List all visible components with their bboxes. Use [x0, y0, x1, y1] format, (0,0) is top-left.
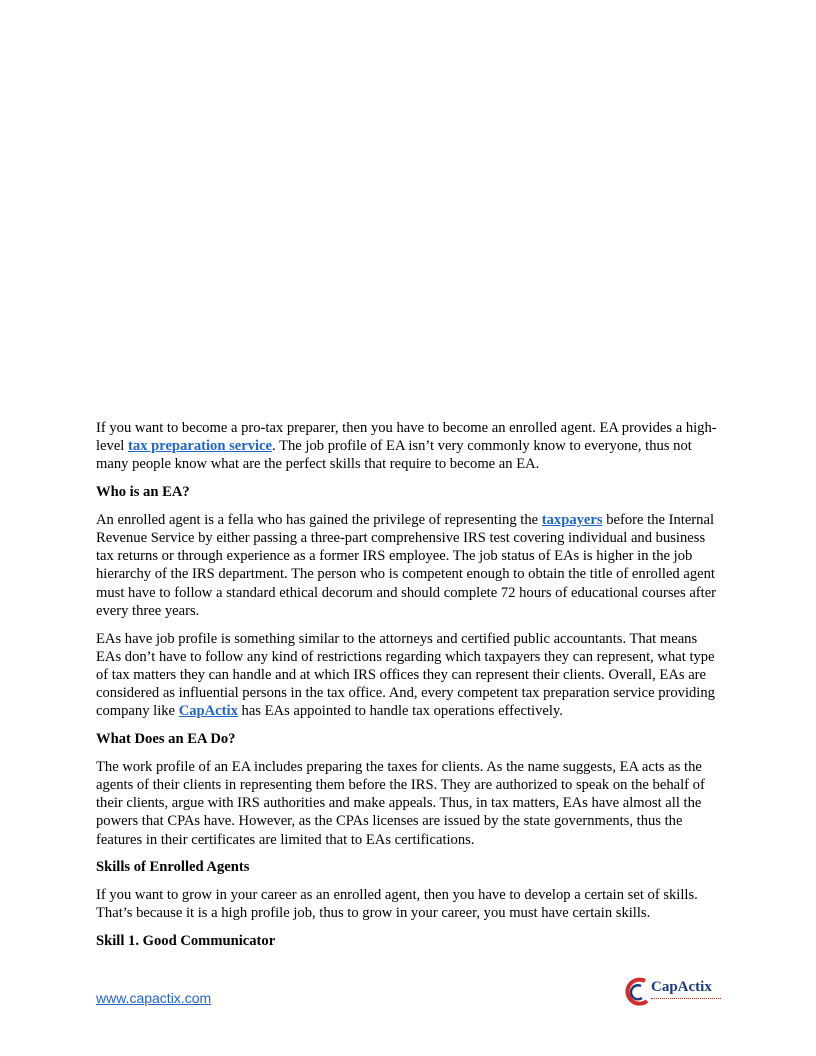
heading-skill-1: Skill 1. Good Communicator — [96, 932, 276, 949]
taxpayers-link[interactable]: taxpayers — [541, 511, 603, 528]
profile-text-2: has EAs appointed to handle tax operations effectively. — [237, 703, 563, 720]
intro-paragraph — [96, 419, 722, 474]
logo-tagline — [651, 998, 721, 1002]
capactix-swoosh-logo-icon — [623, 977, 651, 1007]
intro-text-2: . The job profile of EA isn’t very commonly know to everyone, thus not many people know what are the perfect skills that require to become an EA. — [96, 438, 692, 473]
work-profile-paragraph: The work profile of an EA includes preparing the taxes for clients. As the name suggests, EA acts as the agents of their clients in representing them before the IRS. They are authorized to speak on the behalf of their clients, argue with IRS authorities and make appeals. Thus, in tax matters, EAs have almost all the powers that CPAs have. However, as the CPAs licenses are issued by the state governments, thus the features in their certificates are limited that to EAs certifications. — [96, 758, 705, 848]
who-paragraph — [96, 511, 722, 620]
capactix-link[interactable]: CapActix — [178, 703, 238, 720]
capactix-logo — [623, 977, 723, 1007]
profile-text-1: EAs have job profile is something similar to the attorneys and certified public accountants. That means EAs don’t have to follow any kind of restrictions regarding which taxpayers they can represent, what type of tax matters they can handle and at which IRS offices they can represent their clients. Overall, EAs are considered as influential persons in the tax office. And, every competent tax preparation service providing company like — [96, 630, 715, 720]
intro-text-1: If you want to become a pro-tax preparer, then you have to become an enrolled agent. EA provides a high-level — [96, 420, 717, 455]
profile-paragraph — [96, 630, 722, 721]
document-body — [96, 419, 722, 960]
logo-wordmark: CapActix — [651, 979, 712, 995]
skills-paragraph: If you want to grow in your career as an enrolled agent, then you have to develop a certain set of skills. That’s because it is a high profile job, thus to grow in your career, you must have certain skills. — [96, 886, 698, 922]
who-text-1: An enrolled agent is a fella who has gained the privilege of representing the — [96, 511, 542, 528]
footer-website-link[interactable]: www.capactix.com — [96, 990, 212, 1006]
heading-what-does-ea-do: What Does an EA Do? — [96, 731, 236, 748]
heading-who-is-ea: Who is an EA? — [96, 484, 190, 501]
heading-skills: Skills of Enrolled Agents — [96, 859, 250, 876]
who-text-2: before the Internal Revenue Service by either passing a three-part comprehensive IRS test covering individual and business tax returns or through experience as a former IRS employee. The job status of EAs is higher in the job hierarchy of the IRS department. The person who is competent enough to obtain the title of enrolled agent must have to follow a standard ethical decorum and should complete 72 hours of educational courses after every three years. — [96, 511, 717, 619]
tax-preparation-service-link[interactable]: tax preparation service — [128, 438, 273, 455]
